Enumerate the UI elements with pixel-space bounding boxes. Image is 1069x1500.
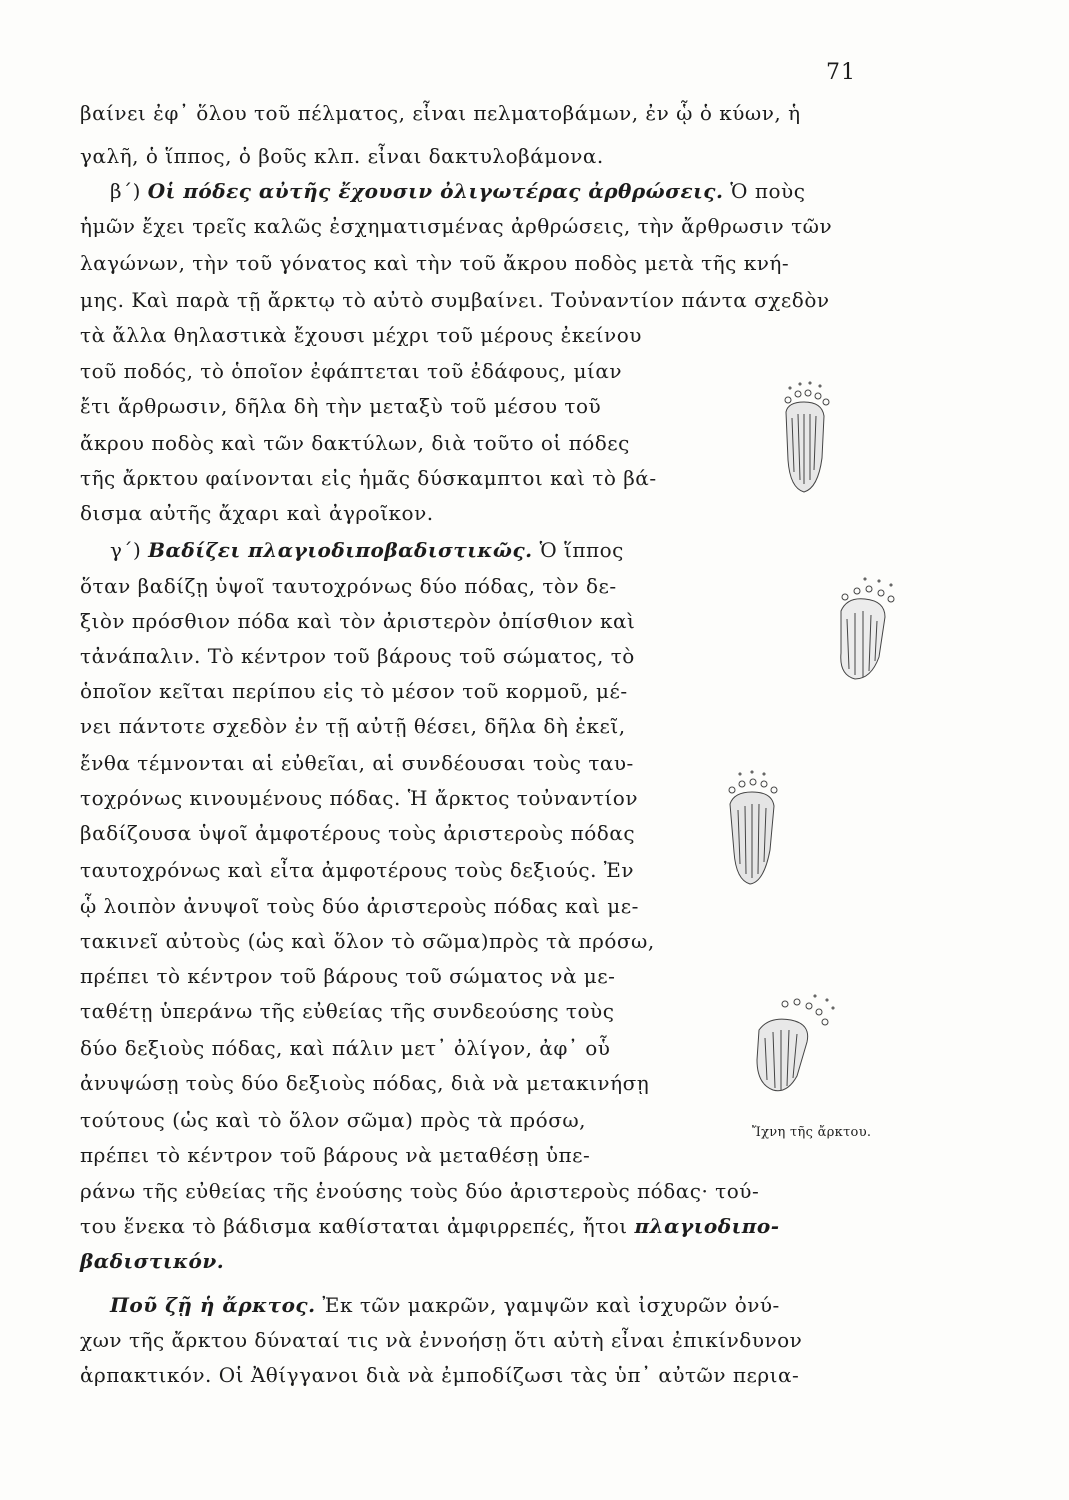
text-line: τοῦ ποδός, τὸ ὁποῖον ἐφάπτεται τοῦ ἐδάφους, μίαν — [80, 359, 622, 383]
text-line: πρέπει τὸ κέντρον τοῦ βάρους νὰ μεταθέσῃ ὑπε- — [80, 1143, 591, 1167]
text-line: ἡμῶν ἔχει τρεῖς καλῶς ἐσχηματισμένας ἀρθρώσεις, τὴν ἄρθρωσιν τῶν — [80, 214, 833, 238]
text-line: βαδίζουσα ὑψοῖ ἀμφοτέρους τοὺς ἀριστεροὺς πόδας — [80, 821, 636, 845]
text-line: τούτους (ὡς καὶ τὸ ὅλον σῶμα) πρὸς τὰ πρόσω, — [80, 1108, 587, 1132]
subheading-text: Οἱ πόδες αὐτῆς ἔχουσιν ὀλιγωτέρας ἀρθρώσεις. — [147, 179, 724, 203]
emphasis-text: βαδιστικόν. — [80, 1249, 225, 1273]
emphasis-text: πλαγιοδιπο- — [634, 1214, 780, 1238]
text-line: ἔνθα τέμνονται αἱ εὐθεῖαι, αἱ συνδέουσαι τοὺς ταυ- — [80, 751, 634, 775]
text-line: λαγώνων, τὴν τοῦ γόνατος καὶ τὴν τοῦ ἄκρου ποδὸς μετὰ τῆς κνή- — [80, 251, 790, 275]
text-line: ἀνυψώσῃ τοὺς δύο δεξιοὺς πόδας, διὰ νὰ μετακινήσῃ — [80, 1071, 650, 1095]
text-line: ταυτοχρόνως καὶ εἶτα ἀμφοτέρους τοὺς δεξιούς. Ἐν — [80, 858, 635, 882]
text-line: χων τῆς ἄρκτου δύναταί τις νὰ ἐννοήσῃ ὅτι αὐτὴ εἶναι ἐπικίνδυνον — [80, 1328, 803, 1352]
text-line: ἁρπακτικόν. Οἱ Ἀθίγγανοι διὰ νὰ ἐμποδίζωσι τὰς ὑπ᾿ αὐτῶν περια- — [80, 1363, 800, 1387]
text-line: του ἕνεκα τὸ βάδισμα καθίσταται ἀμφιρρεπές, ἤτοι πλαγιοδιπο- — [80, 1214, 780, 1238]
bear-footprint-icon — [825, 575, 905, 685]
bear-footprint-icon — [770, 380, 840, 500]
subheading-line: β΄) Οἱ πόδες αὐτῆς ἔχουσιν ὀλιγωτέρας ἀρθρώσεις. Ὁ ποὺς — [110, 179, 806, 203]
section-heading-line: Ποῦ ζῇ ἡ ἄρκτος. Ἐκ τῶν μακρῶν, γαμψῶν καὶ ἰσχυρῶν ὀνύ- — [110, 1293, 780, 1317]
text-line: ὅταν βαδίζῃ ὑψοῖ ταυτοχρόνως δύο πόδας, τὸν δε- — [80, 574, 617, 598]
page-number: 71 — [826, 60, 856, 85]
text-line: ράνω τῆς εὐθείας τῆς ἑνούσης τοὺς δύο ἀριστεροὺς πόδας· τού- — [80, 1179, 760, 1203]
text-line: δύο δεξιοὺς πόδας, καὶ πάλιν μετ᾿ ὀλίγον, ἀφ᾿ οὗ — [80, 1036, 611, 1060]
text-line: τὰ ἄλλα θηλαστικὰ ἔχουσι μέχρι τοῦ μέρους ἐκείνου — [80, 323, 642, 347]
text-line: ᾧ λοιπὸν ἀνυψοῖ τοὺς δύο ἀριστεροὺς πόδας καὶ με- — [80, 894, 639, 918]
text-line — [80, 1248, 224, 1274]
text-line: δισμα αὐτῆς ἄχαρι καὶ ἀγροῖκον. — [80, 501, 434, 525]
text-line: βαίνει ἐφ᾿ ὅλου τοῦ πέλματος, εἶναι πελματοβάμων, ἐν ᾧ ὁ κύων, ἡ — [80, 101, 801, 125]
text-line: τοχρόνως κινουμένους πόδας. Ἡ ἄρκτος τοὐναντίον — [80, 786, 638, 810]
text-line: ἄκρου ποδὸς καὶ τῶν δακτύλων, διὰ τοῦτο οἱ πόδες — [80, 431, 630, 455]
section-heading-text: Ποῦ ζῇ ἡ ἄρκτος. — [110, 1293, 316, 1317]
subheading-line: γ΄) Βαδίζει πλαγιοδιποβαδιστικῶς. Ὁ ἵππος — [110, 538, 624, 562]
text-line: ξιὸν πρόσθιον πόδα καὶ τὸν ἀριστερὸν ὀπίσθιον καὶ — [80, 609, 636, 633]
text-line: νει πάντοτε σχεδὸν ἐν τῇ αὐτῇ θέσει, δῆλα δὴ ἐκεῖ, — [80, 714, 626, 738]
bear-footprint-icon — [718, 770, 788, 890]
text-line: ταθέτῃ ὑπεράνω τῆς εὐθείας τῆς συνδεούσης τοὺς — [80, 999, 615, 1023]
text-line: τῆς ἄρκτου φαίνονται εἰς ἡμᾶς δύσκαμπτοι καὶ τὸ βά- — [80, 466, 657, 490]
text-line: ἔτι ἄρθρωσιν, δῆλα δὴ τὴν μεταξὺ τοῦ μέσου τοῦ — [80, 394, 602, 418]
text-line: μης. Καὶ παρὰ τῇ ἄρκτῳ τὸ αὐτὸ συμβαίνει. Τοὐναντίον πάντα σχεδὸν — [80, 288, 830, 312]
text-line: ὁποῖον κεῖται περίπου εἰς τὸ μέσον τοῦ κορμοῦ, μέ- — [80, 679, 628, 703]
text-line: τἀνάπαλιν. Τὸ κέντρον τοῦ βάρους τοῦ σώματος, τὸ — [80, 644, 635, 668]
figure-caption: Ἴχνη τῆς ἄρκτου. — [752, 1125, 872, 1140]
bear-footprint-icon — [745, 990, 840, 1100]
text-line: γαλῆ, ὁ ἵππος, ὁ βοῦς κλπ. εἶναι δακτυλοβάμονα. — [80, 144, 604, 168]
text-line: πρέπει τὸ κέντρον τοῦ βάρους τοῦ σώματος νὰ με- — [80, 964, 616, 988]
text-line: τακινεῖ αὐτοὺς (ὡς καὶ ὅλον τὸ σῶμα)πρὸς τὰ πρόσω, — [80, 929, 655, 953]
subheading-text: Βαδίζει πλαγιοδιποβαδιστικῶς. — [148, 538, 533, 562]
